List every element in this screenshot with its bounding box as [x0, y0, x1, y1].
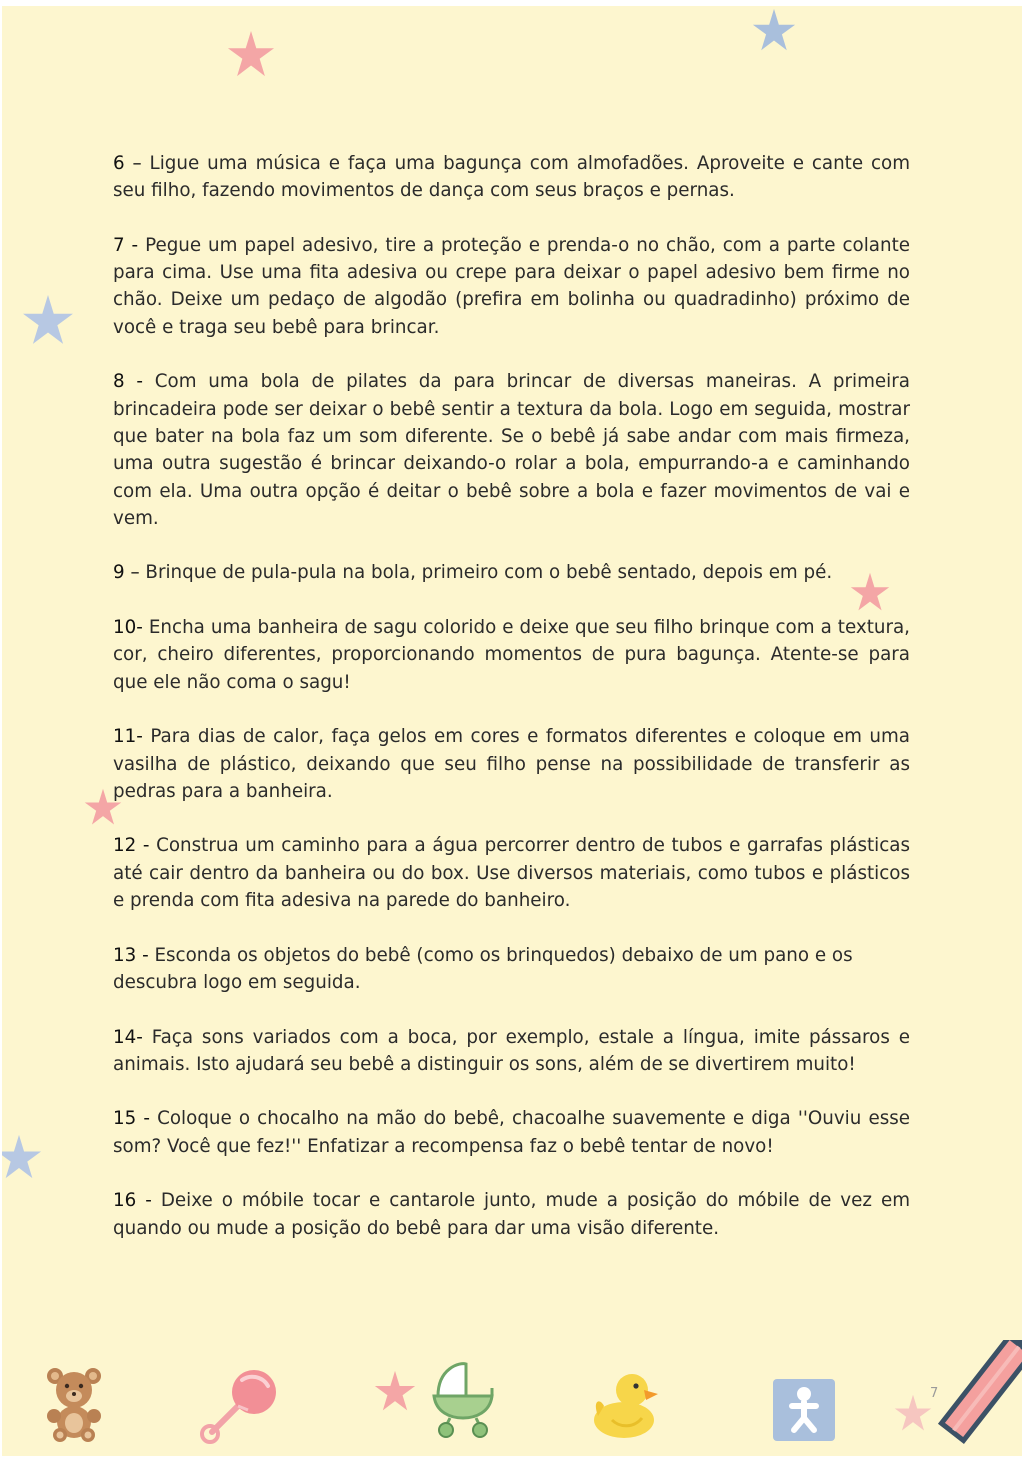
- activity-item-11: [113, 723, 910, 805]
- stroller-icon: [430, 1360, 496, 1438]
- star-pink-icon: [227, 30, 275, 78]
- item-number: 16 -: [113, 1190, 152, 1212]
- rubber-duck-icon: [590, 1370, 660, 1442]
- item-number: 8 -: [113, 371, 143, 393]
- item-text: Com uma bola de pilates da para brincar de diversas maneiras. A primeira brincadeira pode ser deixar o bebê sentir a textura da bola. Logo em seguida, mostrar que bater na bola faz um som diferente. Se o bebê já sabe andar com mais firmeza, uma outra sugestão é brincar deixando-o rolar a bola, empurrando-a e caminhando com ela. Uma outra opção é deitar o bebê sobre a bola e fazer movimentos de vai e vem.: [113, 371, 910, 529]
- activity-item-10: [113, 614, 910, 696]
- activity-item-12: [113, 832, 910, 914]
- activity-item-15: [113, 1105, 910, 1160]
- item-text: Pegue um papel adesivo, tire a proteção e prenda-o no chão, com a parte colante para cima. Use uma fita adesiva ou crepe para deixar o papel adesivo bem firme no chão. Deixe um pedaço de algodão (prefira em bolinha ou quadradinho) próximo de você e traga seu bebê para brincar.: [113, 234, 910, 338]
- activity-item-8: [113, 368, 910, 532]
- teddy-bear-icon: [42, 1366, 106, 1442]
- item-number: 9 –: [113, 562, 140, 584]
- activity-item-7: [113, 232, 910, 341]
- item-number: 10-: [113, 617, 143, 639]
- activity-item-9: [113, 559, 910, 586]
- item-number: 7 -: [113, 234, 139, 256]
- item-number: 15 -: [113, 1108, 150, 1130]
- star-pink-icon: [374, 1370, 416, 1412]
- item-text: Faça sons variados com a boca, por exemplo, estale a língua, imite pássaros e animais. Isto ajudará seu bebê a distinguir os sons, além de se divertirem muito!: [113, 1026, 910, 1075]
- star-blue-icon: [22, 294, 74, 346]
- item-text: Esconda os objetos do bebê (como os brinquedos) debaixo de um pano e os descubra logo em seguida.: [113, 944, 853, 993]
- item-text: Brinque de pula-pula na bola, primeiro com o bebê sentado, depois em pé.: [139, 562, 833, 584]
- baby-block-icon: [772, 1378, 836, 1442]
- activity-list: [113, 150, 910, 1269]
- rattle-icon: [198, 1366, 282, 1446]
- item-text: Construa um caminho para a água percorrer dentro de tubos e garrafas plásticas até cair dentro da banheira ou do box. Use diversos materiais, como tubos e plásticos e prenda com fita adesiva na parede do banheiro.: [113, 835, 910, 912]
- item-text: Deixe o móbile tocar e cantarole junto, mude a posição do móbile de vez em quando ou mude a posição do bebê para dar uma visão diferente.: [113, 1190, 911, 1239]
- activity-item-13: [113, 942, 910, 997]
- item-number: 6 –: [113, 153, 142, 174]
- item-number: 13 -: [113, 944, 149, 966]
- activity-item-6: [113, 150, 910, 205]
- item-number: 14-: [113, 1026, 143, 1048]
- star-pink-icon: [894, 1394, 932, 1432]
- item-number: 11-: [113, 726, 143, 748]
- activity-item-16: [113, 1187, 910, 1242]
- item-text: Coloque o chocalho na mão do bebê, chacoalhe suavemente e diga ''Ouviu esse som? Você que fez!'' Enfatizar a recompensa faz o bebê tentar de novo!: [113, 1108, 911, 1157]
- star-blue-icon: [752, 8, 796, 52]
- pencil-icon: [932, 1340, 1022, 1452]
- activity-item-14: [113, 1024, 910, 1079]
- star-blue-icon: [2, 1134, 42, 1180]
- item-text: Ligue uma música e faça uma bagunça com almofadões. Aproveite e cante com seu filho, fazendo movimentos de dança com seus braços e pernas.: [113, 153, 910, 202]
- item-number: 12 -: [113, 835, 150, 857]
- item-text: Encha uma banheira de sagu colorido e deixe que seu filho brinque com a textura, cor, cheiro diferentes, proporcionando momentos de pura bagunça. Atente-se para que ele não coma o sagu!: [113, 617, 910, 693]
- page-number: 7: [930, 1386, 939, 1401]
- page: [2, 6, 1022, 1456]
- item-text: Para dias de calor, faça gelos em cores e formatos diferentes e coloque em uma vasilha de plástico, deixando que seu filho pense na possibilidade de transferir as pedras para a banheira.: [113, 726, 910, 802]
